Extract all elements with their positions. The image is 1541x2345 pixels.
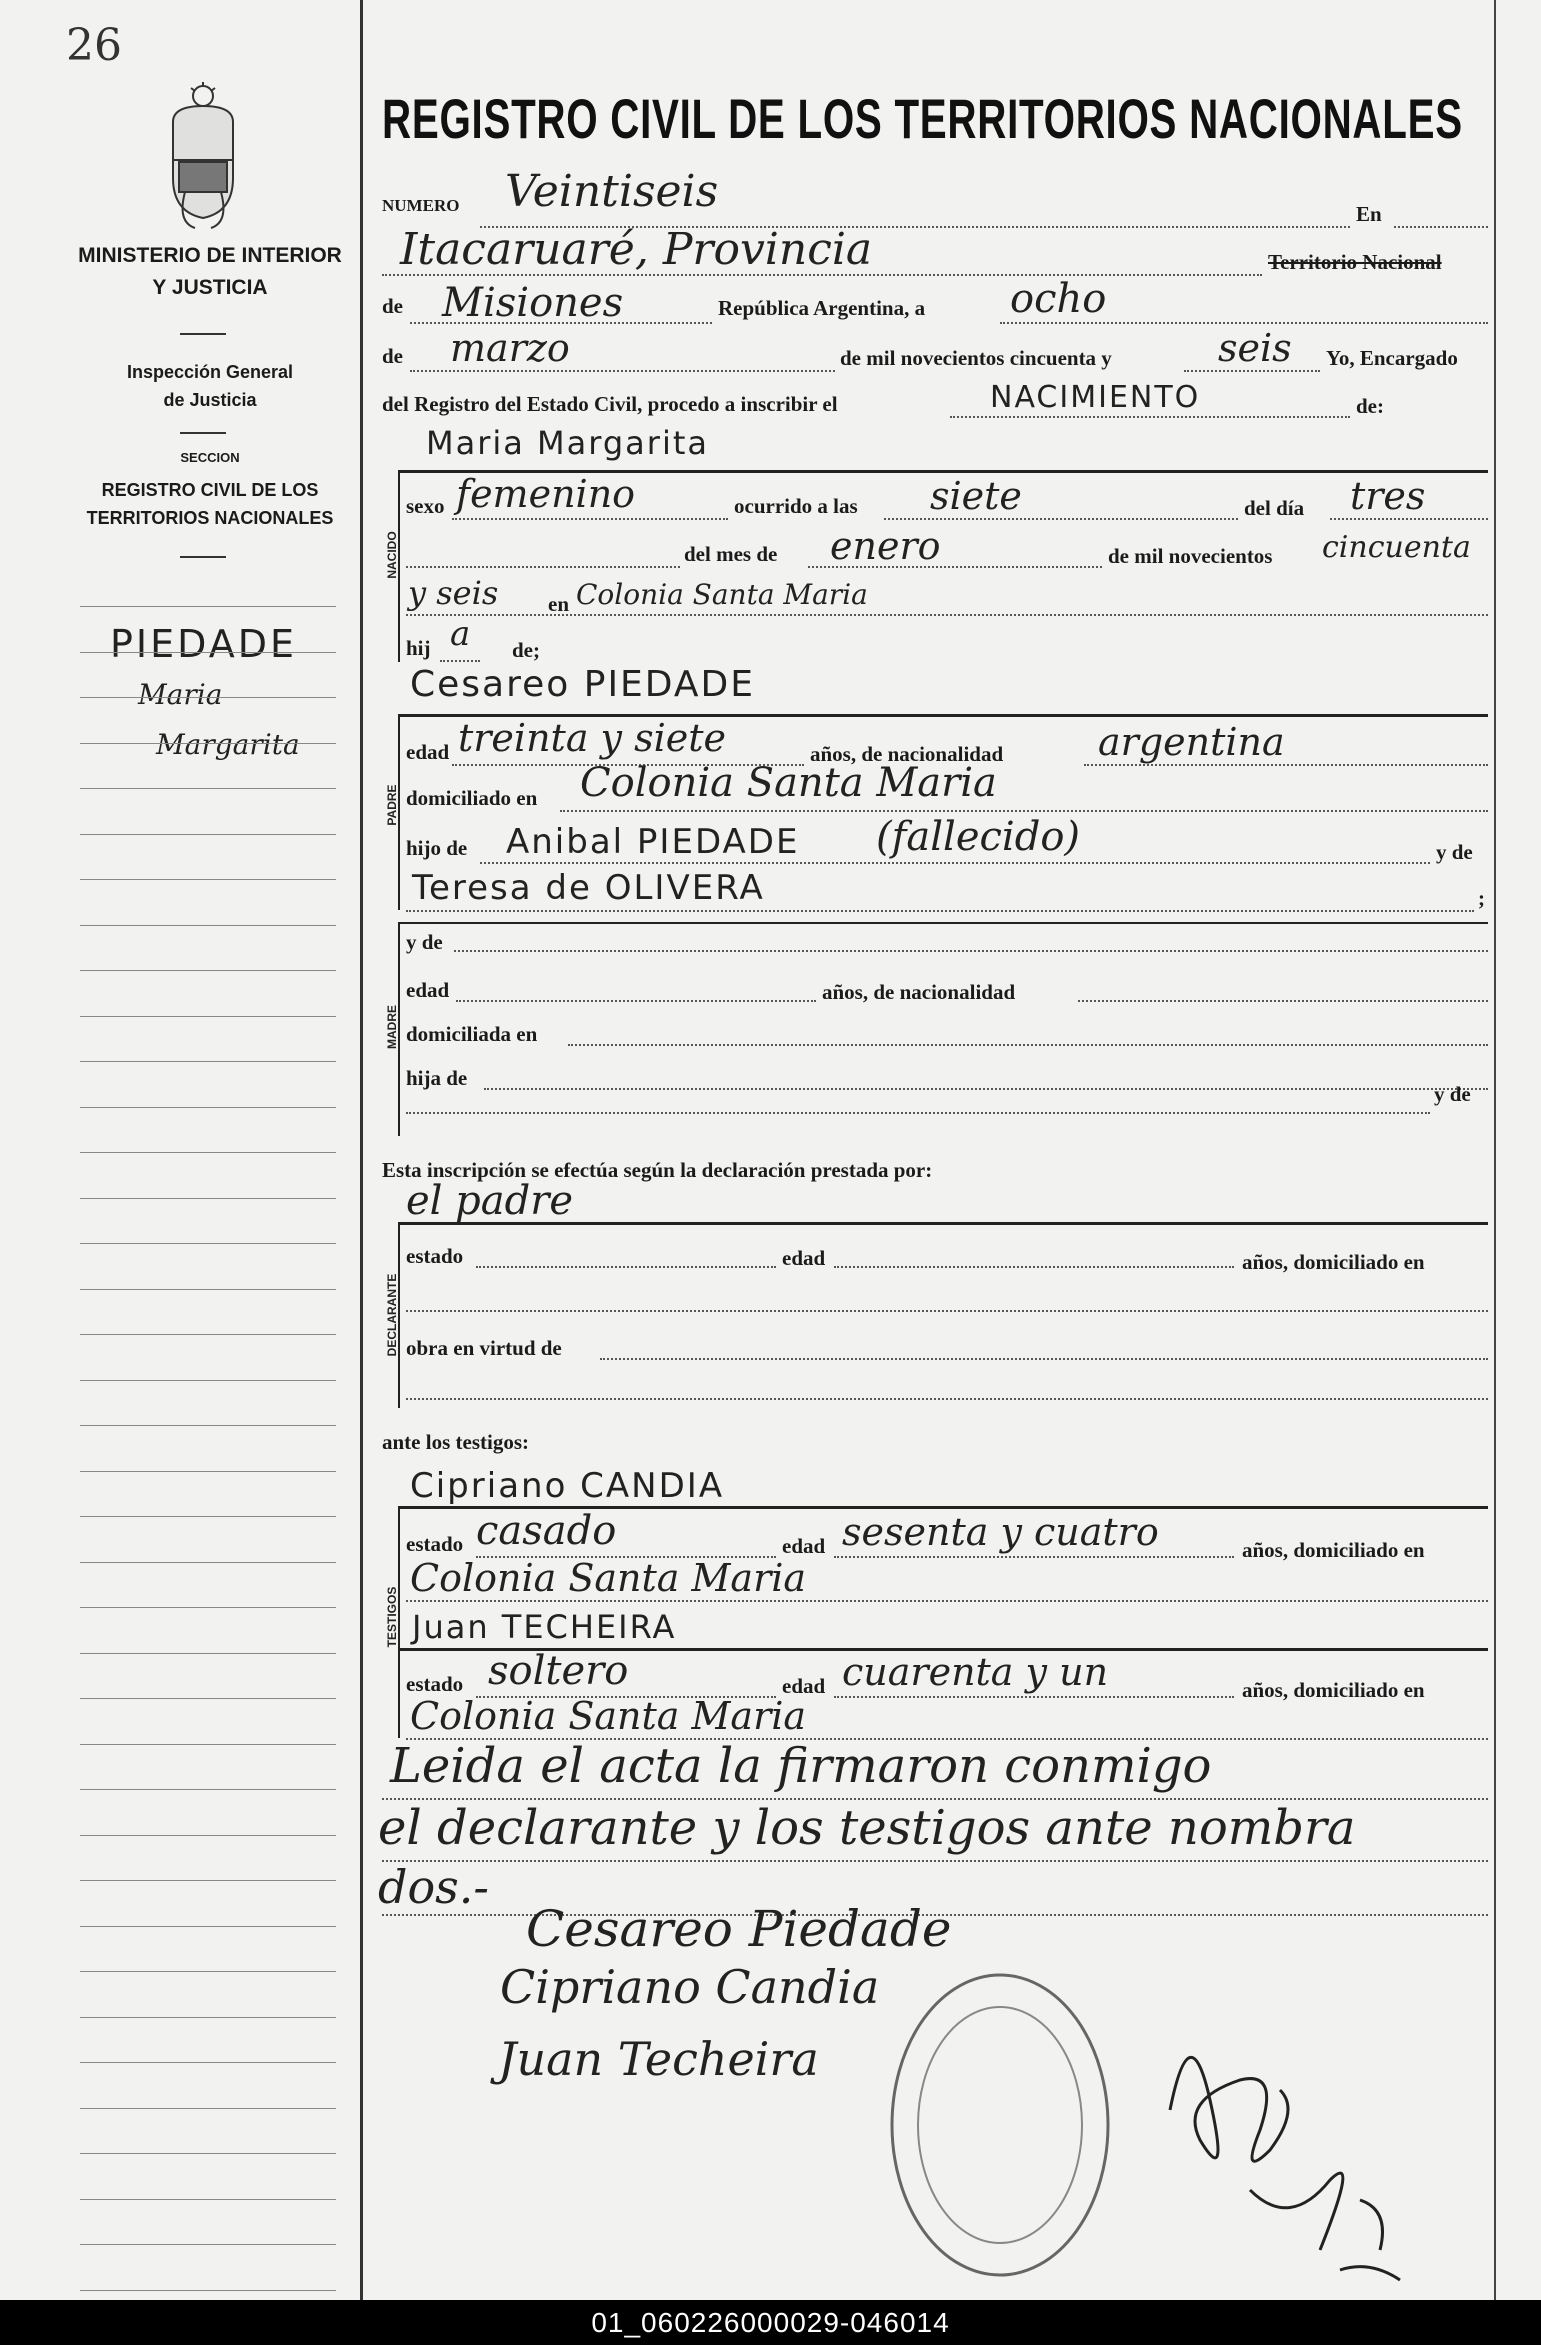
section-label-declarante: DECLARANTE (385, 1273, 399, 1357)
sexo-value: femenino (456, 472, 636, 516)
section-label-nacido: NACIDO (385, 531, 399, 579)
document-title: REGISTRO CIVIL DE LOS TERRITORIOS NACIONALES (382, 87, 1463, 150)
footer-bar (0, 2300, 1541, 2345)
closing-rule (382, 1860, 1488, 1862)
margin-rule (80, 2153, 336, 2154)
territorio-label: Territorio Nacional (1268, 250, 1442, 274)
numero-label: NUMERO (382, 196, 460, 215)
ministry-heading (70, 240, 350, 304)
margin-rule (80, 1698, 336, 1699)
numero-value: Veintiseis (505, 166, 719, 217)
margin-border (360, 0, 363, 2300)
en-label: en (548, 592, 569, 616)
y-de-label: y de (406, 930, 443, 954)
official-stamp (880, 1960, 1120, 2290)
section-name (70, 476, 350, 532)
margin-note-name: Maria (138, 678, 223, 711)
section-label-testigos: TESTIGOS (385, 1586, 399, 1648)
coat-of-arms-seal (165, 82, 241, 232)
margin-rule (80, 925, 336, 926)
margin-rule (80, 1789, 336, 1790)
year-value-b: y seis (408, 574, 499, 612)
margin-note-name: Margarita (156, 728, 300, 761)
rule (400, 922, 1488, 924)
page-number: 26 (66, 20, 122, 71)
margin-rule (80, 1289, 336, 1290)
semicolon: ; (1478, 886, 1485, 910)
divider (180, 556, 226, 558)
margin-rule (80, 788, 336, 789)
margin-rule (80, 697, 336, 698)
margin-rule (80, 2108, 336, 2109)
witness2-domicile-value: Colonia Santa Maria (410, 1694, 807, 1738)
signature-witness1: Cipriano Candia (500, 1960, 880, 2014)
margin-rule (80, 2017, 336, 2018)
witness2-age-value: cuarenta y un (842, 1650, 1109, 1694)
margin-rule (80, 1425, 336, 1426)
witnesses-intro: ante los testigos: (382, 1430, 529, 1454)
domicilio-label: años, domiciliado en (1242, 1678, 1425, 1702)
inspection-line: de Justicia (163, 390, 257, 410)
declaration-intro: Esta inscripción se efectúa según la declaración prestada por: (382, 1158, 933, 1182)
hijo-label: hijo de (406, 836, 468, 860)
registro-label: del Registro del Estado Civil, procedo a inscribir el (382, 392, 838, 416)
inspection-heading (70, 358, 350, 414)
hija-label: hija de (406, 1066, 468, 1090)
margin-rule (80, 970, 336, 971)
margin-rule (80, 2199, 336, 2200)
novecientos-label: de mil novecientos (1108, 544, 1273, 568)
image-id-label: 01_060226000029-046014 (591, 2306, 950, 2338)
page-edge (1494, 0, 1496, 2300)
closing-line: dos.- (378, 1860, 489, 1914)
month-value: marzo (450, 326, 570, 370)
sexo-label: sexo (406, 494, 445, 518)
de-label: de (382, 344, 403, 368)
margin-rule (80, 1061, 336, 1062)
margin-rule (80, 1471, 336, 1472)
margin-rule (80, 1152, 336, 1153)
encargado-label: Yo, Encargado (1326, 346, 1458, 370)
margin-note-surname: PIEDADE (110, 622, 297, 666)
section-name-line: REGISTRO CIVIL DE LOS (101, 480, 319, 500)
section-name-line: TERRITORIOS NACIONALES (86, 508, 334, 528)
witness1-domicile-value: Colonia Santa Maria (410, 1556, 807, 1600)
obra-label: obra en virtud de (406, 1336, 562, 1360)
margin-rule (80, 1334, 336, 1335)
grandfather-value: Anibal PIEDADE (506, 822, 800, 862)
father-name-value: Cesareo PIEDADE (410, 664, 755, 705)
mes-label: del mes de (684, 542, 778, 566)
margin-rule (80, 1516, 336, 1517)
domicilio-label: domiciliado en (406, 786, 538, 810)
witness1-status-value: casado (476, 1508, 617, 1554)
day-value: ocho (1010, 276, 1107, 322)
grandfather-note: (fallecido) (876, 814, 1081, 860)
divider (180, 333, 226, 335)
father-nationality-value: argentina (1098, 720, 1285, 764)
signature-declarant: Cesareo Piedade (526, 1900, 952, 1958)
divider (180, 432, 226, 434)
margin-rule (80, 1926, 336, 1927)
registrar-signature (1130, 1990, 1430, 2290)
section-label-madre: MADRE (385, 1005, 399, 1049)
act-type-value: NACIMIENTO (990, 380, 1201, 415)
day-value: tres (1350, 474, 1426, 518)
republica-label: República Argentina, a (718, 296, 926, 320)
father-domicile-value: Colonia Santa Maria (580, 760, 997, 806)
margin-rule (80, 1880, 336, 1881)
margin-rule (80, 606, 336, 607)
margin-rule (80, 2244, 336, 2245)
edad-label: edad (406, 978, 450, 1002)
edad-label: edad (782, 1246, 826, 1270)
y-de-label: y de (1434, 1082, 1471, 1106)
margin-rule (80, 743, 336, 744)
margin-rule (80, 1380, 336, 1381)
en-label: En (1356, 202, 1382, 226)
margin-rule (80, 1107, 336, 1108)
margin-rule (80, 2062, 336, 2063)
nacionalidad-label: años, de nacionalidad (810, 742, 1004, 766)
y-de-label: y de (1436, 840, 1473, 864)
edad-label: edad (782, 1534, 826, 1558)
witness2-status-value: soltero (488, 1648, 629, 1694)
margin-rule (80, 2290, 336, 2291)
closing-line: Leida el acta la firmaron conmigo (390, 1738, 1212, 1794)
de-colon-label: de: (1356, 394, 1384, 418)
margin-rule (80, 1016, 336, 1017)
dia-label: del día (1244, 496, 1305, 520)
hij-value: a (450, 614, 471, 654)
signature-witness2: Juan Techeira (498, 2032, 819, 2086)
month-value: enero (830, 524, 941, 568)
ministry-line: MINISTERIO DE INTERIOR (78, 244, 342, 267)
nacido-name-value: Maria Margarita (426, 424, 709, 462)
witness2-name-value: Juan TECHEIRA (412, 1608, 677, 1646)
margin-rule (80, 1562, 336, 1563)
ocurrido-label: ocurrido a las (734, 494, 858, 518)
year-value-a: cincuenta (1322, 530, 1471, 565)
hij-label: hij (406, 636, 431, 660)
grandmother-value: Teresa de OLIVERA (412, 868, 765, 908)
domicilio-label: años, domiciliado en (1242, 1538, 1425, 1562)
estado-label: estado (406, 1244, 464, 1268)
margin-rule (80, 1607, 336, 1608)
section-label-padre: PADRE (385, 784, 399, 826)
province-value: Misiones (442, 280, 624, 326)
place-value: Itacaruaré, Provincia (400, 224, 873, 275)
domicilio-label: años, domiciliado en (1242, 1250, 1425, 1274)
margin-rule (80, 1744, 336, 1745)
margin-rule (80, 1198, 336, 1199)
father-age-value: treinta y siete (458, 716, 727, 760)
de-label: de; (512, 638, 540, 662)
nacionalidad-label: años, de nacionalidad (822, 980, 1016, 1004)
year-value: seis (1218, 326, 1292, 370)
margin-rule (80, 1243, 336, 1244)
birth-place-value: Colonia Santa Maria (576, 578, 868, 611)
hour-value: siete (930, 474, 1022, 518)
year-label: de mil novecientos cincuenta y (840, 346, 1112, 370)
section-label: SECCION (180, 450, 240, 465)
edad-label: edad (782, 1674, 826, 1698)
estado-label: estado (406, 1532, 464, 1556)
witness1-name-value: Cipriano CANDIA (410, 1466, 725, 1506)
margin-rule (80, 1653, 336, 1654)
margin-rule (80, 652, 336, 653)
margin-rule (80, 1835, 336, 1836)
margin-rule (80, 834, 336, 835)
ministry-line: Y JUSTICIA (152, 276, 268, 299)
edad-label: edad (406, 740, 450, 764)
margin-rule (80, 879, 336, 880)
witness1-age-value: sesenta y cuatro (842, 1510, 1159, 1554)
declarant-value: el padre (406, 1178, 574, 1224)
closing-rule (382, 1798, 1488, 1800)
inspection-line: Inspección General (126, 362, 294, 382)
estado-label: estado (406, 1672, 464, 1696)
margin-rule (80, 1971, 336, 1972)
de-label: de (382, 294, 403, 318)
rule (400, 1222, 1488, 1225)
domiciliada-label: domiciliada en (406, 1022, 538, 1046)
closing-line: el declarante y los testigos ante nombra (378, 1800, 1356, 1856)
